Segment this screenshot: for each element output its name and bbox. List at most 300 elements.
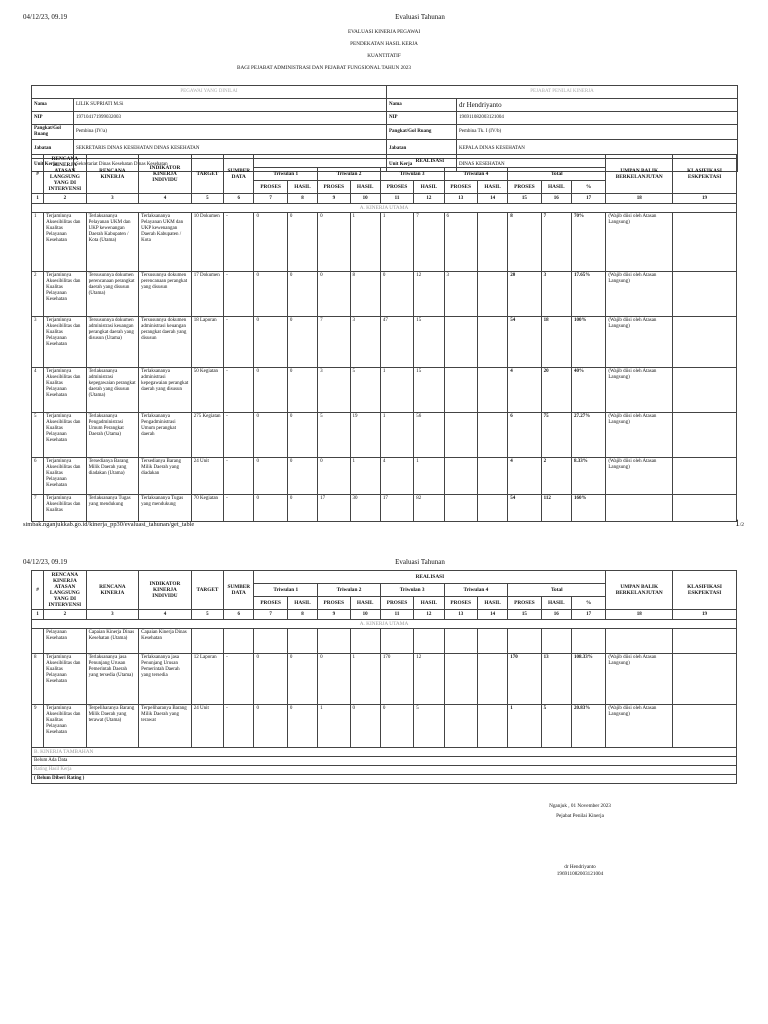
employee-unit: Sekretariat Dinas Kesehatan Dinas Kesehatan [74, 159, 387, 172]
row-realisasi-value [350, 629, 380, 654]
row-total-proses: 6 [508, 413, 541, 458]
row-no: 4 [32, 368, 44, 413]
sign-role: Pejabat Penilai Kinerja [556, 813, 604, 819]
row-total-pct: 40% [571, 368, 605, 413]
col-sumber: SUMBER DATA [224, 571, 254, 610]
col-proses: PROSES [380, 597, 413, 610]
evaluator-unit: DINAS KESEHATAN [457, 159, 738, 172]
row-rk: Terlaksananya Tugas yang mendukung [86, 495, 139, 522]
row-realisasi-value: 5 [414, 705, 444, 748]
label-nama: Nama [32, 99, 74, 112]
col-hasil: HASIL [477, 597, 507, 610]
table-row [32, 705, 737, 748]
row-total-hasil: 18 [541, 317, 571, 368]
row-realisasi-value [477, 368, 507, 413]
page-total: /2 [739, 522, 744, 528]
row-realisasi-value: 170 [380, 654, 413, 705]
col-number: 15 [508, 610, 541, 620]
row-rk: Tersusunnya dokumen perencanaan perangkat daerah yang disusun (Utama) [86, 272, 139, 317]
row-umpan-balik: (Wajib diisi oleh Atasan Langsung) [606, 272, 673, 317]
label-jabatan: Jabatan [32, 140, 74, 159]
row-realisasi-value: 0 [287, 654, 317, 705]
col-pct: % [571, 181, 605, 194]
row-umpan-balik: (Wajib diisi oleh Atasan Langsung) [606, 705, 673, 748]
col-hasil: HASIL [350, 181, 380, 194]
evaluator-title: PEJABAT PENILAI KINERJA [387, 86, 738, 99]
row-no: 9 [32, 705, 44, 748]
row-realisasi-value: 17 [318, 495, 350, 522]
row-realisasi-value: 0 [287, 272, 317, 317]
row-realisasi-value [477, 629, 507, 654]
row-total-hasil: 7 [541, 213, 571, 272]
col-hasil: HASIL [287, 597, 317, 610]
row-total-proses: 54 [508, 317, 541, 368]
employee-nip: 197104171999032003 [74, 112, 387, 125]
section-kinerja-utama: A. KINERJA UTAMA [32, 620, 737, 629]
row-umpan-balik: (Wajib diisi oleh Atasan Langsung) [606, 654, 673, 705]
row-realisasi-value: 1 [414, 458, 444, 495]
signature-block [500, 803, 660, 878]
row-realisasi-value: 1 [318, 705, 350, 748]
label-pangkat: Pangkat/Gol Ruang [387, 125, 457, 140]
row-realisasi-value: 4 [380, 458, 413, 495]
row-target: 70 Kegiatan [191, 495, 223, 522]
print-title: Evaluasi Tahunan [395, 558, 445, 566]
row-rk-atasan: Terjaminnya Aksesibilitas dan Kualitas [44, 495, 86, 522]
row-realisasi-value [477, 458, 507, 495]
label-pangkat: Pangkat/Gol Ruang [32, 125, 74, 140]
row-total-pct: 108.33% [571, 654, 605, 705]
row-sumber: - [224, 705, 254, 748]
performance-table-page2 [31, 570, 737, 784]
row-realisasi-value [414, 629, 444, 654]
row-iki: Terlaksananya Pengadministrasi Umum perangkat daerah [139, 413, 192, 458]
row-realisasi-value: 0 [287, 458, 317, 495]
col-target: TARGET [191, 571, 223, 610]
col-proses: PROSES [318, 597, 350, 610]
col-number: 13 [444, 610, 477, 620]
row-total-hasil: 112 [541, 495, 571, 522]
row-total-hasil: 5 [541, 705, 571, 748]
row-total-hasil: 2 [541, 458, 571, 495]
col-number: 1 [32, 194, 44, 204]
table-row [32, 629, 737, 654]
row-realisasi-value [444, 495, 477, 522]
row-realisasi-value [444, 654, 477, 705]
col-hasil: HASIL [287, 181, 317, 194]
row-realisasi-value [444, 629, 477, 654]
row-realisasi-value [477, 413, 507, 458]
row-total-proses: 8 [508, 213, 541, 272]
col-number: 6 [224, 194, 254, 204]
page-current: 1 [735, 518, 740, 528]
row-realisasi-value: 15 [414, 317, 444, 368]
row-realisasi-value: 0 [254, 317, 287, 368]
col-iki: INDIKATOR KINERJA INDIVIDU [139, 155, 192, 194]
col-tw4: Triwulan 4 [444, 584, 508, 597]
row-realisasi-value: 0 [254, 413, 287, 458]
col-proses: PROSES [444, 181, 477, 194]
row-realisasi-value: 3 [350, 317, 380, 368]
table-row [32, 272, 737, 317]
sign-place-date: Nganjuk , 01 November 2023 [549, 803, 611, 809]
row-realisasi-value: 0 [318, 213, 350, 272]
row-realisasi-value: 8 [350, 272, 380, 317]
col-tw1: Triwulan 1 [254, 584, 318, 597]
row-sumber: - [224, 458, 254, 495]
row-rk: Terlaksananya Pengadministrasi Umum Perangkat Daerah (Utama) [86, 413, 139, 458]
col-no: # [32, 571, 44, 610]
row-umpan-balik: (Wajib diisi oleh Atasan Langsung) [606, 317, 673, 368]
row-realisasi-value: 0 [254, 458, 287, 495]
row-total-pct: 8.33% [571, 458, 605, 495]
footer-url: simbak.nganjukkab.go.id/kinerja_pp30/evaluasi_tahunan/get_table [23, 521, 195, 528]
table-row [32, 413, 737, 458]
row-sumber: - [224, 413, 254, 458]
row-umpan-balik [606, 495, 673, 522]
col-number: 5 [191, 194, 223, 204]
row-realisasi-value: 7 [414, 213, 444, 272]
row-realisasi-value: 0 [254, 272, 287, 317]
row-realisasi-value: 0 [254, 705, 287, 748]
page-2 [0, 548, 768, 1024]
row-realisasi-value [477, 213, 507, 272]
row-rk-atasan: Terjaminnya Aksesibilitas dan Kualitas Pelayanan Kesehatan [44, 317, 86, 368]
row-rk: Tersedianya Barang Milik Daerah yang diadakan (Utama) [86, 458, 139, 495]
row-total-proses: 170 [508, 654, 541, 705]
row-realisasi-value: 17 [380, 495, 413, 522]
row-realisasi-value [444, 705, 477, 748]
row-target: 50 Kegiatan [191, 368, 223, 413]
row-rk-atasan: Terjaminnya Aksesibilitas dan Kualitas Pelayanan Kesehatan [44, 413, 86, 458]
col-number: 17 [571, 610, 605, 620]
row-no: 7 [32, 495, 44, 522]
row-sumber: - [224, 317, 254, 368]
col-total: Total [508, 584, 606, 597]
row-total-proses [508, 629, 541, 654]
row-sumber [224, 629, 254, 654]
col-number: 13 [444, 194, 477, 204]
row-realisasi-value [477, 495, 507, 522]
row-total-pct: 70% [571, 213, 605, 272]
row-iki: Terlaksananya jasa Penunjang Urusan Pemerintah Daerah yang tersedia [139, 654, 192, 705]
row-klasifikasi [673, 705, 737, 748]
row-realisasi-value: 0 [318, 458, 350, 495]
row-target: 275 Kegiatan [191, 413, 223, 458]
row-umpan-balik: (Wajib diisi oleh Atasan Langsung) [606, 413, 673, 458]
col-proses: PROSES [254, 181, 287, 194]
col-target: TARGET [191, 155, 223, 194]
col-realisasi: REALISASI [254, 571, 606, 584]
col-rk: RENCANA KINERJA [86, 571, 139, 610]
row-realisasi-value: 0 [287, 413, 317, 458]
row-sumber: - [224, 272, 254, 317]
col-number: 17 [571, 194, 605, 204]
row-iki: Terlaksananya Tugas yang mendukung [139, 495, 192, 522]
col-tw4: Triwulan 4 [444, 168, 508, 181]
evaluator-pangkat: Pembina Tk. I (IV/b) [457, 125, 738, 140]
table-row [32, 458, 737, 495]
label-nama: Nama [387, 99, 457, 112]
table-row [32, 368, 737, 413]
table-row [32, 495, 737, 522]
col-number: 9 [318, 194, 350, 204]
col-number: 7 [254, 194, 287, 204]
row-total-hasil: 3 [541, 272, 571, 317]
col-number: 11 [380, 194, 413, 204]
row-total-hasil: 20 [541, 368, 571, 413]
col-pct: % [571, 597, 605, 610]
row-target: 18 Laporan [191, 317, 223, 368]
row-realisasi-value: 82 [414, 495, 444, 522]
col-number: 3 [86, 610, 139, 620]
col-umpan: UMPAN BALIK BERKELANJUTAN [606, 155, 673, 194]
row-realisasi-value: 0 [350, 705, 380, 748]
sign-nip: 196911082003121004 [556, 871, 604, 877]
row-total-pct [571, 629, 605, 654]
col-number: 12 [414, 194, 444, 204]
heading-line-4: BAGI PEJABAT ADMINISTRASI DAN PEJABAT FUNGSIONAL TAHUN 2023 [237, 65, 411, 71]
row-total-proses: 1 [508, 705, 541, 748]
table-row [32, 654, 737, 705]
row-realisasi-value: 7 [318, 317, 350, 368]
row-realisasi-value: 0 [318, 272, 350, 317]
row-realisasi-value: 0 [287, 368, 317, 413]
row-rk: Capaian Kinerja Dinas Kesehatan (Utama) [86, 629, 139, 654]
row-klasifikasi [673, 654, 737, 705]
col-number: 19 [673, 194, 737, 204]
label-jabatan: Jabatan [387, 140, 457, 159]
col-number: 10 [350, 194, 380, 204]
col-proses: PROSES [444, 597, 477, 610]
heading-line-1: EVALUASI KINERJA PEGAWAI [347, 29, 421, 35]
row-total-pct: 27.27% [571, 413, 605, 458]
row-realisasi-value [287, 629, 317, 654]
col-rk-atasan: RENCANA KINERJA ATASAN LANGSUNG YANG DI INTERVENSI [44, 571, 86, 610]
col-tw3: Triwulan 3 [380, 584, 444, 597]
row-realisasi-value: 12 [414, 654, 444, 705]
row-realisasi-value: 1 [380, 413, 413, 458]
row-realisasi-value: 0 [287, 495, 317, 522]
col-number: 9 [318, 610, 350, 620]
row-total-hasil [541, 629, 571, 654]
row-klasifikasi [673, 495, 737, 522]
row-klasifikasi [673, 317, 737, 368]
col-number: 5 [191, 610, 223, 620]
col-iki: INDIKATOR KINERJA INDIVIDU [139, 571, 192, 610]
row-realisasi-value: 0 [254, 654, 287, 705]
col-klas: KLASIFIKASI ESKPEKTASI [673, 155, 737, 194]
row-realisasi-value [444, 317, 477, 368]
evaluator-nip: 196911082003121004 [457, 112, 738, 125]
row-iki: Tersusunnya dokumen perencanaan perangkat yang disusun [139, 272, 192, 317]
label-nip: NIP [32, 112, 74, 125]
col-tw3: Triwulan 3 [380, 168, 444, 181]
page-number [735, 518, 744, 528]
row-umpan-balik: (Wajib diisi oleh Atasan Langsung) [606, 458, 673, 495]
row-umpan-balik: (Wajib diisi oleh Atasan Langsung) [606, 213, 673, 272]
col-rk-atasan: RENCANA KINERJA ATASAN LANGSUNG YANG DI INTERVENSI [44, 155, 86, 194]
row-realisasi-value: 30 [350, 495, 380, 522]
row-realisasi-value [380, 629, 413, 654]
section-kinerja-utama: A. KINERJA UTAMA [32, 204, 737, 213]
col-hasil: HASIL [477, 181, 507, 194]
table-row [32, 213, 737, 272]
row-no: 8 [32, 654, 44, 705]
row-rk-atasan: Terjaminnya Aksesibilitas dan Kualitas Pelayanan Kesehatan [44, 458, 86, 495]
employee-jabatan: SEKRETARIS DINAS KESEHATAN DINAS KESEHATAN [74, 140, 387, 159]
row-total-proses: 20 [508, 272, 541, 317]
label-nip: NIP [387, 112, 457, 125]
col-number: 15 [508, 194, 541, 204]
evaluator-jabatan: KEPALA DINAS KESEHATAN [457, 140, 738, 159]
col-number: 18 [606, 610, 673, 620]
col-tw2: Triwulan 2 [318, 168, 381, 181]
row-realisasi-value: 1 [350, 458, 380, 495]
row-total-pct: 100% [571, 317, 605, 368]
row-realisasi-value [444, 368, 477, 413]
col-number: 10 [350, 610, 380, 620]
row-klasifikasi [673, 213, 737, 272]
col-realisasi: REALISASI [254, 155, 606, 168]
col-number: 16 [541, 610, 571, 620]
row-realisasi-value [477, 654, 507, 705]
evaluator-name: dr Hendriyanto [457, 99, 738, 112]
row-rk-atasan: Terjaminnya Aksesibilitas dan Kualitas Pelayanan Kesehatan [44, 368, 86, 413]
row-realisasi-value: 1 [380, 368, 413, 413]
row-realisasi-value [318, 629, 350, 654]
row-realisasi-value: 0 [287, 317, 317, 368]
row-total-proses: 4 [508, 458, 541, 495]
col-number: 8 [287, 610, 317, 620]
row-target [191, 629, 223, 654]
row-rk-atasan: Terjaminnya Aksesibilitas dan Kualitas Pelayanan Kesehatan [44, 213, 86, 272]
row-total-pct: 160% [571, 495, 605, 522]
row-klasifikasi [673, 413, 737, 458]
col-number: 16 [541, 194, 571, 204]
row-realisasi-value [477, 272, 507, 317]
col-proses: PROSES [508, 181, 541, 194]
row-rk: Terlaksananya Pelayanan UKM dan UKP kewenangan Daerah Kabupaten / Kota (Utama) [86, 213, 139, 272]
row-realisasi-value [477, 705, 507, 748]
row-klasifikasi [673, 272, 737, 317]
row-realisasi-value: 5 [318, 413, 350, 458]
print-title: Evaluasi Tahunan [395, 13, 445, 21]
row-no: 5 [32, 413, 44, 458]
row-target: 17 Dokumen [191, 272, 223, 317]
heading-line-2: PENDEKATAN HASIL KERJA [350, 41, 418, 47]
col-tw1: Triwulan 1 [254, 168, 318, 181]
col-number: 4 [139, 610, 192, 620]
row-realisasi-value: 0 [380, 705, 413, 748]
col-umpan: UMPAN BALIK BERKELANJUTAN [606, 571, 673, 610]
col-hasil: HASIL [541, 181, 571, 194]
col-rk: RENCANA KINERJA [86, 155, 139, 194]
col-number: 8 [287, 194, 317, 204]
label-unit: Unit Kerja [32, 159, 74, 172]
row-realisasi-value [444, 413, 477, 458]
row-realisasi-value: 19 [350, 413, 380, 458]
row-target: 24 Unit [191, 705, 223, 748]
row-iki: Tersusunnya dokumen administrasi keuangan perangkat daerah yang disusun [139, 317, 192, 368]
row-iki: Terlaksananya Pelayanan UKM dan UKP kewenangan Daerah Kabupaten / Kota [139, 213, 192, 272]
row-realisasi-value: 47 [380, 317, 413, 368]
col-hasil: HASIL [414, 181, 444, 194]
row-realisasi-value: 0 [287, 705, 317, 748]
row-total-hasil: 75 [541, 413, 571, 458]
col-number: 7 [254, 610, 287, 620]
row-target: 24 Unit [191, 458, 223, 495]
row-total-pct: 17.65% [571, 272, 605, 317]
col-total: Total [508, 168, 606, 181]
row-realisasi-value: 1 [350, 654, 380, 705]
performance-table-page1 [31, 154, 737, 522]
section-kinerja-tambahan: B. KINERJA TAMBAHAN [32, 748, 737, 757]
row-realisasi-value: 12 [414, 272, 444, 317]
row-rk-atasan: Terjaminnya Aksesibilitas dan Kualitas Pelayanan Kesehatan [44, 272, 86, 317]
row-sumber: - [224, 495, 254, 522]
col-klas: KLASIFIKASI ESKPEKTASI [673, 571, 737, 610]
col-number: 4 [139, 194, 192, 204]
row-realisasi-value: 0 [287, 213, 317, 272]
col-no: # [32, 155, 44, 194]
row-realisasi-value: 3 [318, 368, 350, 413]
label-unit: Unit Kerja [387, 159, 457, 172]
rating-label: Rating Hasil Kerja [32, 766, 737, 775]
row-total-hasil: 13 [541, 654, 571, 705]
col-proses: PROSES [380, 181, 413, 194]
row-no: 2 [32, 272, 44, 317]
row-realisasi-value: 6 [444, 213, 477, 272]
row-realisasi-value: 5 [350, 368, 380, 413]
rating-value: ( Belum Diberi Rating ) [32, 775, 737, 784]
row-realisasi-value: 56 [414, 413, 444, 458]
col-number: 12 [414, 610, 444, 620]
table-row [32, 317, 737, 368]
row-realisasi-value: 1 [380, 213, 413, 272]
row-iki: Capaian Kinerja Dinas Kesehatan [139, 629, 192, 654]
row-realisasi-value [477, 317, 507, 368]
print-datetime: 04/12/23, 09.19 [23, 558, 68, 566]
col-number: 1 [32, 610, 44, 620]
col-proses: PROSES [318, 181, 350, 194]
row-sumber: - [224, 213, 254, 272]
row-iki: Terpeliharanya Barang Milik Daerah yang terawat [139, 705, 192, 748]
col-proses: PROSES [508, 597, 541, 610]
row-realisasi-value: 0 [254, 213, 287, 272]
col-tw2: Triwulan 2 [318, 584, 381, 597]
row-klasifikasi [673, 458, 737, 495]
employee-pangkat: Pembina (IV/a) [74, 125, 387, 140]
no-data-text: Belum Ada Data [32, 757, 737, 766]
col-number: 14 [477, 194, 507, 204]
row-realisasi-value: 0 [380, 272, 413, 317]
row-realisasi-value [254, 629, 287, 654]
col-number: 2 [44, 194, 86, 204]
row-sumber: - [224, 368, 254, 413]
row-rk: Tersusunnya dokumen administrasi keuangan perangkat daerah yang disusun (Utama) [86, 317, 139, 368]
row-umpan-balik: (Wajib diisi oleh Atasan Langsung) [606, 368, 673, 413]
col-sumber: SUMBER DATA [224, 155, 254, 194]
print-datetime: 04/12/23, 09.19 [23, 13, 68, 21]
row-iki: Tersedianya Barang Milik Daerah yang diadakan [139, 458, 192, 495]
row-realisasi-value: 0 [254, 368, 287, 413]
row-total-pct: 20.83% [571, 705, 605, 748]
employee-name: LILIK SUPRIATI M.Si [74, 99, 387, 112]
col-number: 11 [380, 610, 413, 620]
col-number: 19 [673, 610, 737, 620]
row-rk-atasan: Pelayanan Kesehatan [44, 629, 86, 654]
